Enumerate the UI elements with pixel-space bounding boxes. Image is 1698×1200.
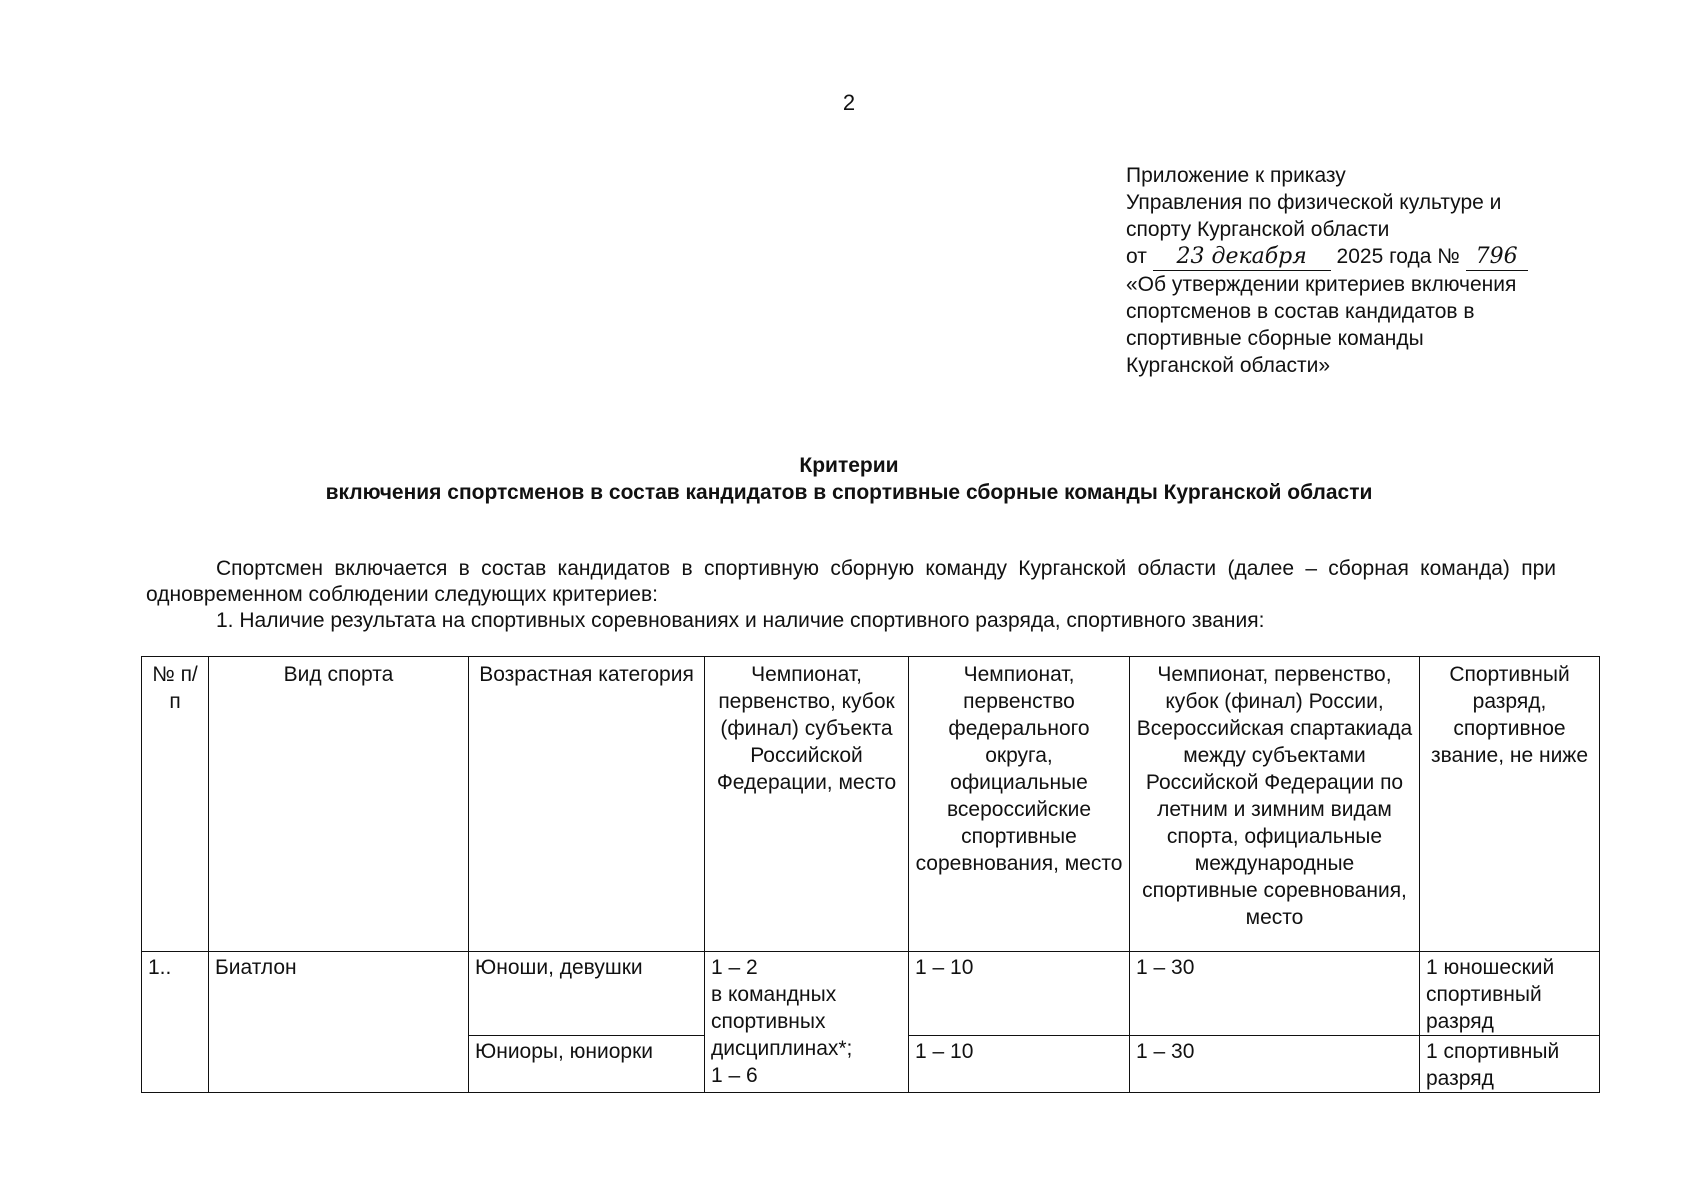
appendix-date-line — [1126, 243, 1596, 271]
appendix-line-3: спорту Курганской области — [1126, 218, 1390, 241]
header-sport-rank: Спортивный разряд, спортивное звание, не ниже — [1420, 657, 1600, 952]
page-number: 2 — [842, 90, 856, 115]
title-line-2: включения спортсменов в состав кандидатов в спортивные сборные команды Курганской области — [325, 481, 1373, 504]
appendix-line-5: «Об утверждении критериев включения — [1126, 273, 1517, 296]
appendix-line-2: Управления по физической культуре и — [1126, 191, 1502, 214]
appendix-line-8: Курганской области» — [1126, 354, 1331, 377]
header-age-category: Возрастная категория — [469, 657, 705, 952]
appendix-line-6: спортсменов в состав кандидатов в — [1126, 300, 1475, 323]
header-regional-championship: Чемпионат, первенство, кубок (финал) субъекта Российской Федерации, место — [705, 657, 909, 952]
regional-line-3: 1 – 6 — [711, 1064, 758, 1087]
rank-junior: 1 спортивный разряд — [1420, 1036, 1600, 1093]
regional-line-2: в командных спортивных дисциплинах*; — [711, 983, 853, 1060]
criterion-item-1: 1. Наличие результата на спортивных соревнованиях и наличие спортивного разряда, спортивного звания: — [216, 609, 1265, 632]
federal-district-youth: 1 – 10 — [909, 952, 1130, 1036]
appendix-line-1: Приложение к приказу — [1126, 164, 1346, 187]
russia-youth: 1 – 30 — [1130, 952, 1420, 1036]
header-federal-district: Чемпионат, первенство федерального округа, официальные всероссийские спортивные соревнования, место — [909, 657, 1130, 952]
sport-name: Биатлон — [209, 952, 469, 1093]
intro-paragraph: Спортсмен включается в состав кандидатов в спортивную сборную команду Курганской области (далее – сборная команда) при одновременном соблюдении следующих критериев: — [146, 557, 1556, 606]
regional-line-1: 1 – 2 — [711, 956, 758, 979]
russia-junior: 1 – 30 — [1130, 1036, 1420, 1093]
appendix-block — [1126, 162, 1596, 379]
handwritten-date: 23 декабря — [1153, 243, 1331, 271]
appendix-line-7: спортивные сборные команды — [1126, 327, 1424, 350]
age-category-junior: Юниоры, юниорки — [469, 1036, 705, 1093]
header-number: № п/п — [142, 657, 209, 952]
intro-text — [146, 556, 1556, 634]
row-number: 1.. — [142, 952, 209, 1093]
regional-places — [705, 952, 909, 1093]
rank-youth: 1 юношеский спортивный разряд — [1420, 952, 1600, 1036]
title-line-1: Критерии — [799, 454, 899, 477]
table-row — [142, 952, 1600, 1036]
document-title — [0, 452, 1698, 506]
header-sport: Вид спорта — [209, 657, 469, 952]
criteria-table — [141, 656, 1600, 1093]
table-header-row — [142, 657, 1600, 952]
age-category-youth: Юноши, девушки — [469, 952, 705, 1036]
date-prefix: от — [1126, 245, 1147, 268]
header-russia-championship: Чемпионат, первенство, кубок (финал) России, Всероссийская спартакиада между субъектами Российской Федерации по летним и зимним видам спорта, официальные международные спортивные соревнования, место — [1130, 657, 1420, 952]
handwritten-order-number: 796 — [1466, 243, 1528, 271]
federal-district-junior: 1 – 10 — [909, 1036, 1130, 1093]
order-year-text: 2025 года № — [1336, 245, 1460, 268]
